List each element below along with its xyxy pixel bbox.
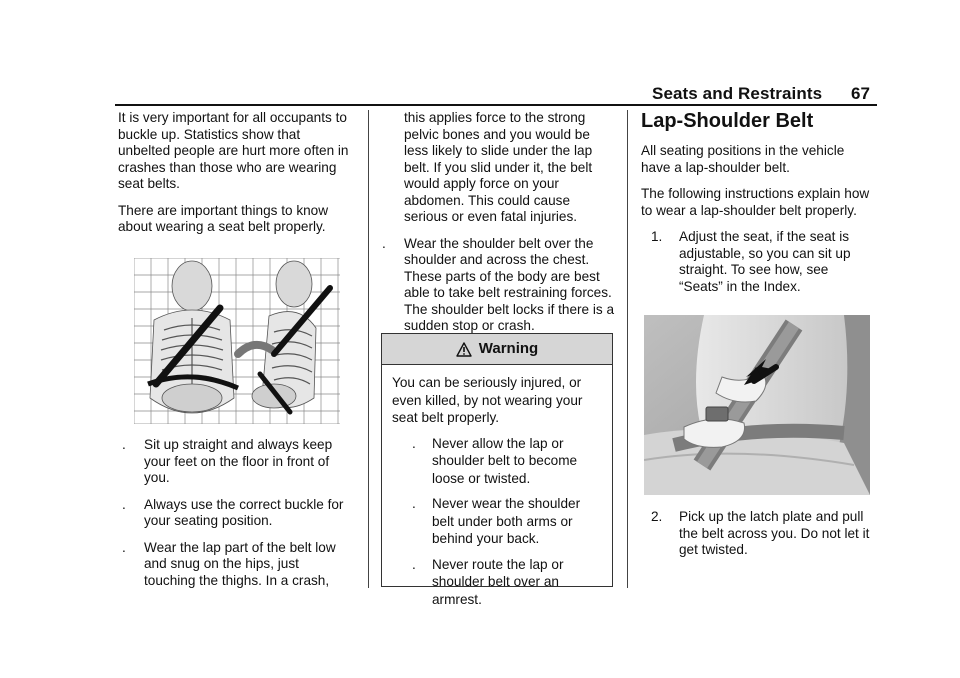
section-title: Seats and Restraints — [652, 84, 823, 103]
warning-body — [382, 365, 612, 608]
column-1 — [118, 110, 354, 246]
column-3-steps — [641, 509, 871, 569]
warning-intro: You can be seriously injured, or even killed, by not wearing your seat belt properly. — [392, 375, 583, 425]
bullet-text: Always use the correct buckle for your seating position. — [144, 496, 344, 528]
warning-triangle-icon — [456, 342, 472, 357]
bullet-glyph: . — [122, 496, 126, 512]
paragraph: The following instructions explain how to wear a lap-shoulder belt properly. — [641, 186, 870, 218]
bullet-glyph: . — [412, 496, 416, 511]
warning-box — [381, 333, 613, 607]
step-text: Adjust the seat, if the seat is adjustable, so you can sit up straight. To see how, see “Seats” in the Index. — [679, 229, 851, 294]
bullet-text: Never route the lap or shoulder belt over an armrest. — [432, 556, 564, 607]
bullet-glyph: . — [122, 437, 126, 452]
bullet-text: Wear the shoulder belt over the shoulder and across the chest. These parts of the body are best able to take belt restraining forces. The shoulder belt locks if there is a sudden stop or crash. — [404, 235, 615, 333]
list-item — [118, 437, 354, 487]
step-number: 2. — [651, 509, 663, 524]
seat-belt-skeleton-figure — [134, 258, 340, 424]
warning-header — [382, 334, 612, 365]
column-divider-1 — [368, 110, 369, 588]
header-rule — [115, 104, 877, 106]
numbered-step — [641, 229, 871, 295]
warning-list-item — [392, 435, 604, 488]
bullet-text: Never wear the shoulder belt under both arms or behind your back. — [432, 496, 581, 546]
column-divider-2 — [627, 110, 628, 588]
step-number: 1. — [651, 229, 663, 244]
lap-shoulder-belt-figure — [644, 315, 870, 495]
list-item — [380, 236, 616, 335]
numbered-step — [641, 509, 871, 559]
warning-list-item — [392, 495, 604, 548]
bullet-text: Sit up straight and always keep your feet on the floor in front of you. — [144, 437, 333, 485]
intro-paragraph-2: There are important things to know about wearing a seat belt properly. — [118, 202, 329, 234]
warning-title: Warning — [478, 340, 539, 358]
bullet-glyph: . — [382, 235, 386, 251]
bullet-text: Wear the lap part of the belt low and snug on the hips, just touching the thighs. In a crash, — [144, 539, 336, 588]
section-heading: Lap-Shoulder Belt — [641, 110, 814, 132]
column-1-bullets — [118, 437, 354, 599]
column-3 — [641, 110, 871, 305]
bullet-glyph: . — [412, 556, 416, 572]
bullet-text: Never allow the lap or shoulder belt to become loose or twisted. — [432, 435, 578, 486]
intro-paragraph: It is very important for all occupants to buckle up. Statistics show that unbelted people are hurt more often in crashes than those who are wearing seat belts. — [118, 110, 349, 191]
paragraph: All seating positions in the vehicle have a lap-shoulder belt. — [641, 143, 845, 175]
list-item — [118, 497, 354, 530]
step-text: Pick up the latch plate and pull the belt across you. Do not let it get twisted. — [679, 509, 870, 557]
column-2 — [380, 110, 616, 345]
list-item — [118, 540, 354, 590]
page-number: 67 — [851, 84, 870, 103]
bullet-glyph: . — [122, 539, 126, 555]
continuation-text: this applies force to the strong pelvic bones and you would be less likely to slide under the lap belt. If you slid under it, the belt would apply force on your abdomen. This could cause serious or even fatal injuries. — [404, 110, 593, 224]
bullet-glyph: . — [412, 435, 416, 451]
warning-list-item — [392, 556, 604, 609]
